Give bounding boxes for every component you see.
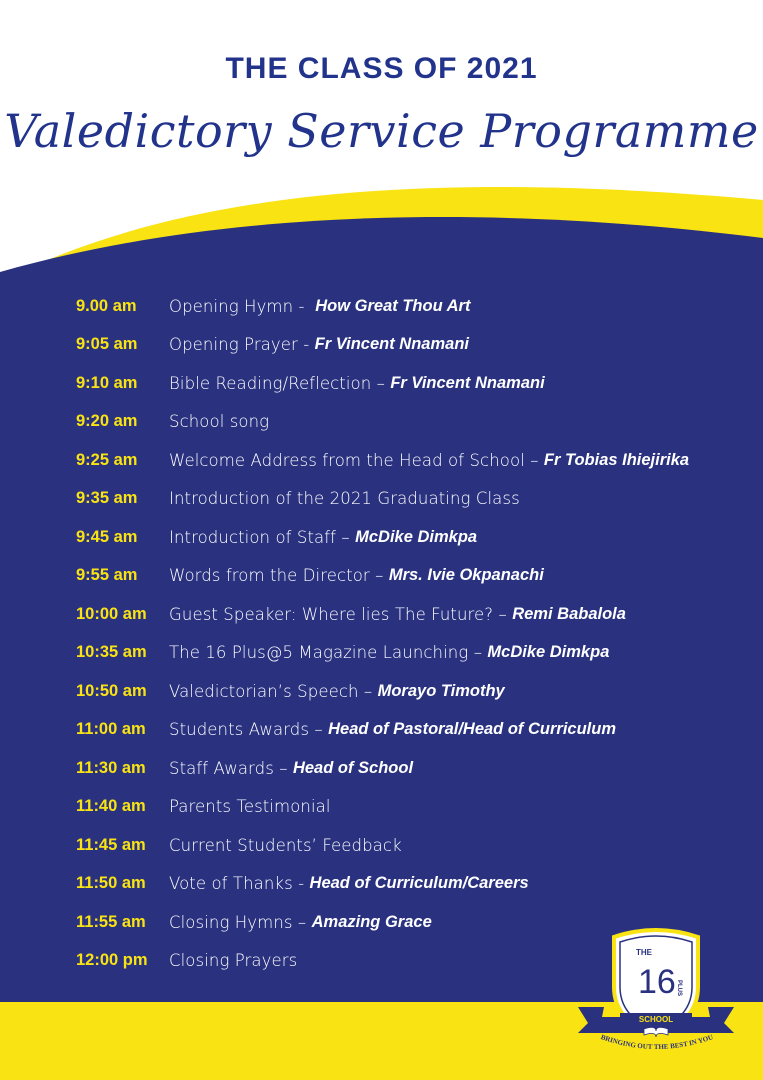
schedule-time: 11:40 am: [76, 797, 146, 815]
schedule-event: Welcome Address from the Head of School –: [169, 450, 544, 470]
schedule-person: Remi Babalola: [512, 604, 626, 623]
logo-top-text: THE: [636, 948, 652, 957]
page-subtitle: Valedictory Service Programme: [4, 104, 759, 158]
schedule-row: [76, 368, 545, 398]
schedule-time: 11:00 am: [76, 720, 146, 738]
schedule-row: [76, 330, 469, 360]
schedule-event: Opening Hymn -: [169, 296, 316, 316]
schedule-time: 10:50 am: [76, 681, 147, 700]
schedule-row: [76, 676, 505, 706]
schedule-row: [76, 599, 626, 629]
schedule-row: [76, 291, 470, 321]
schedule-person: Head of School: [292, 758, 414, 777]
schedule-event: Introduction of the 2021 Graduating Class: [169, 489, 520, 508]
schedule-event: Opening Prayer -: [169, 335, 315, 354]
schedule-time: 12:00 pm: [76, 951, 148, 969]
schedule-time: 9:55 am: [76, 566, 138, 584]
schedule-row: [76, 946, 297, 976]
schedule-person: Fr Vincent Nnamani: [390, 373, 545, 392]
schedule-row: [76, 869, 529, 899]
logo-ribbon-text: SCHOOL: [638, 1015, 674, 1024]
schedule-person: Fr Tobias Ihiejirika: [543, 450, 690, 469]
schedule-event: Parents Testimonial: [169, 797, 331, 816]
schedule-row: [76, 484, 520, 514]
logo-plus: PLUS: [676, 980, 682, 997]
schedule-time: 10:35 am: [76, 643, 147, 661]
schedule-row: [76, 792, 331, 822]
schedule-time: 9:25 am: [76, 450, 138, 469]
schedule-row: [76, 445, 689, 475]
schedule-person: McDike Dimkpa: [355, 527, 478, 546]
schedule-person: McDike Dimkpa: [487, 643, 610, 661]
schedule-row: [76, 830, 402, 860]
schedule-time: 11:30 am: [76, 758, 146, 777]
schedule-row: [76, 638, 609, 668]
schedule-row: [76, 407, 269, 437]
logo-motto: BRINGING OUT THE BEST IN YOU: [599, 1033, 715, 1052]
logo-number: 16: [638, 963, 676, 1001]
schedule-event: Vote of Thanks -: [169, 874, 310, 893]
schedule-event: Words from the Director –: [169, 566, 389, 585]
schedule-event: Bible Reading/Reflection –: [169, 373, 391, 393]
schedule-event: School song: [169, 412, 270, 431]
schedule-time: 9:20 am: [76, 412, 138, 430]
schedule-person: Mrs. Ivie Okpanachi: [388, 566, 544, 584]
schedule-row: [76, 522, 477, 552]
schedule-person: Morayo Timothy: [377, 681, 505, 700]
schedule-row: [76, 561, 544, 591]
schedule-event: Valedictorian’s Speech –: [169, 681, 378, 701]
schedule-event: Staff Awards –: [169, 758, 293, 778]
schedule-event: Introduction of Staff –: [169, 527, 356, 547]
schedule-time: 11:55 am: [76, 912, 146, 931]
schedule-event: The 16 Plus@5 Magazine Launching –: [169, 643, 488, 662]
schedule-person: How Great Thou Art: [315, 296, 471, 315]
schedule-time: 9.00 am: [76, 296, 137, 315]
schedule-time: 9:05 am: [76, 335, 138, 353]
schedule-row: [76, 753, 413, 783]
schedule-row: [76, 715, 616, 745]
schedule-row: [76, 907, 432, 937]
schedule-event: Current Students’ Feedback: [169, 835, 402, 855]
schedule-event: Guest Speaker: Where lies The Future? –: [169, 604, 513, 624]
schedule-person: Head of Curriculum/Careers: [309, 874, 529, 892]
schedule-person: Fr Vincent Nnamani: [314, 335, 469, 353]
schedule-time: 9:10 am: [76, 373, 138, 392]
schedule-event: Closing Prayers: [169, 951, 298, 970]
page-title: THE CLASS OF 2021: [225, 52, 538, 85]
schedule-time: 10:00 am: [76, 604, 147, 623]
schedule-person: Amazing Grace: [311, 912, 432, 931]
header: [0, 0, 763, 290]
schedule-person: Head of Pastoral/Head of Curriculum: [328, 720, 617, 738]
schedule-time: 9:45 am: [76, 527, 138, 546]
schedule-event: Students Awards –: [169, 720, 329, 739]
school-logo: [574, 925, 739, 1055]
schedule-time: 11:45 am: [76, 835, 146, 854]
schedule-event: Closing Hymns –: [169, 912, 312, 932]
schedule-time: 11:50 am: [76, 874, 146, 892]
schedule-time: 9:35 am: [76, 489, 138, 507]
